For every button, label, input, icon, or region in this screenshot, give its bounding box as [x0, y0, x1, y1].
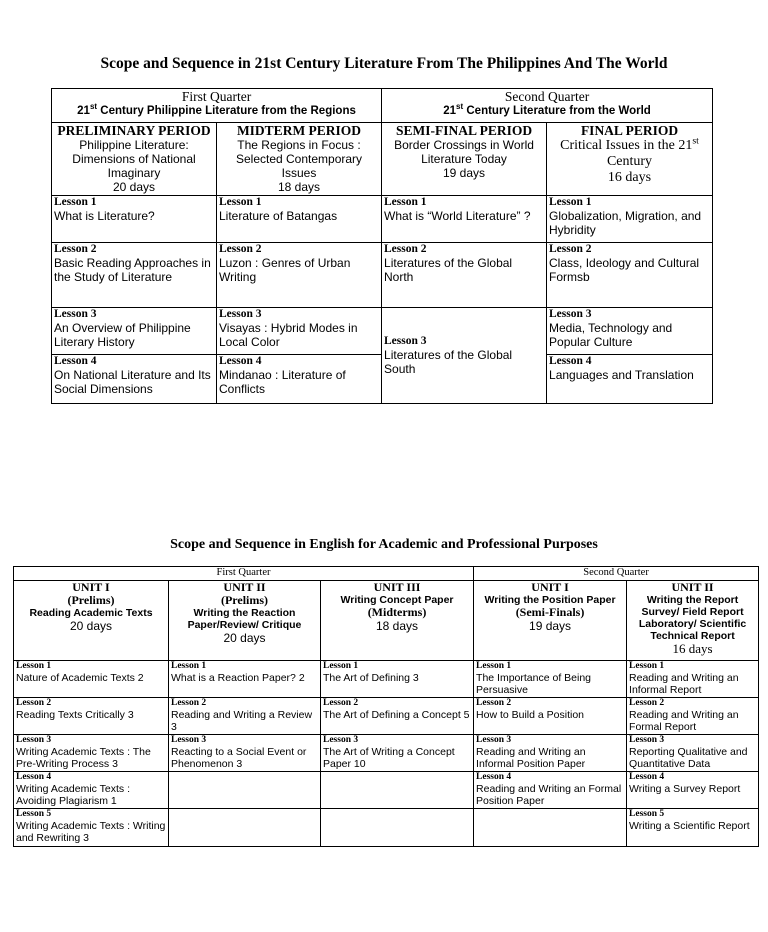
lesson-title: Basic Reading Approaches in the Study of Literature [54, 256, 211, 284]
lesson-number: Lesson 1 [323, 661, 359, 671]
period-header-row [52, 123, 713, 196]
lesson-cell [217, 196, 382, 243]
period-description: Philippine Literature: Dimensions of National Imaginary [72, 138, 196, 180]
first-quarter-header: First Quarter [14, 567, 474, 581]
unit-header [474, 581, 627, 661]
quarter-subtitle-pre: 21 [77, 105, 90, 117]
lesson-title: How to Build a Position [476, 709, 585, 721]
lesson-title: Globalization, Migration, and Hybridity [549, 209, 702, 237]
quarter-subtitle-sup: st [456, 102, 464, 112]
period-description: The Regions in Focus : Selected Contemporary Issues [235, 138, 363, 180]
lesson-number: Lesson 3 [549, 308, 592, 320]
lesson-number: Lesson 2 [171, 698, 207, 708]
second-quarter-header [382, 89, 713, 123]
lesson-number: Lesson 1 [16, 661, 52, 671]
lesson-cell [52, 355, 217, 404]
quarter-subtitle [54, 104, 379, 118]
lesson-number: Lesson 4 [54, 355, 97, 367]
quarter-subtitle-pre: 21 [443, 105, 457, 117]
lesson-cell [382, 243, 547, 308]
lesson-number: Lesson 3 [323, 735, 359, 745]
lesson-cell [627, 735, 759, 772]
period-days: 18 days [277, 180, 321, 194]
lesson-title: Writing Academic Texts : The Pre-Writing Process 3 [16, 746, 151, 770]
lesson-title: An Overview of Philippine Literary History [54, 321, 191, 349]
lesson-title: Visayas : Hybrid Modes in Local Color [219, 321, 358, 349]
lesson-row-5 [14, 809, 759, 847]
lesson-title: Mindanao : Literature of Conflicts [219, 368, 346, 396]
lesson-title: The Art of Defining a Concept 5 [323, 709, 470, 721]
lesson-number: Lesson 1 [171, 661, 207, 671]
lesson-number: Lesson 2 [629, 698, 665, 708]
lesson-number: Lesson 2 [323, 698, 359, 708]
lesson-cell [169, 735, 321, 772]
lesson-cell [547, 243, 713, 308]
first-quarter-header [52, 89, 382, 123]
english-scope-table [13, 566, 759, 847]
lesson-cell-empty [169, 809, 321, 847]
lesson-cell [382, 196, 547, 243]
lesson-row-4 [14, 772, 759, 809]
lesson-cell [14, 661, 169, 698]
unit-name: UNIT II [671, 580, 714, 594]
lesson-title: Reading and Writing an Informal Report [629, 672, 739, 696]
unit-name: UNIT I [531, 580, 569, 594]
lesson-cell [382, 308, 547, 404]
lesson-title: Nature of Academic Texts 2 [16, 672, 144, 684]
lesson-number: Lesson 1 [384, 196, 427, 208]
lesson-title: Reading Texts Critically 3 [16, 709, 134, 721]
lesson-cell [627, 809, 759, 847]
lesson-cell [217, 243, 382, 308]
lesson-number: Lesson 2 [16, 698, 52, 708]
lesson-cell [52, 196, 217, 243]
period-description-sup: st [692, 135, 699, 147]
unit-period: (Semi-Finals) [515, 605, 585, 619]
lesson-number: Lesson 1 [476, 661, 512, 671]
quarter-name: First Quarter [181, 89, 252, 104]
lesson-number: Lesson 2 [549, 243, 592, 255]
lesson-number: Lesson 2 [384, 243, 427, 255]
lesson-title: Writing a Scientific Report [629, 820, 750, 832]
lesson-cell-empty [321, 772, 474, 809]
english-doc-title: Scope and Sequence in English for Academic and Professional Purposes [170, 537, 598, 552]
period-name: SEMI-FINAL PERIOD [395, 123, 533, 138]
lesson-title: The Art of Defining 3 [323, 672, 419, 684]
lesson-title: Reading and Writing a Review 3 [171, 709, 313, 733]
lesson-number: Lesson 4 [16, 772, 52, 782]
lesson-cell [547, 308, 713, 355]
unit-period: (Prelims) [67, 593, 115, 607]
period-days: 19 days [443, 166, 486, 180]
unit-days: 20 days [69, 619, 113, 633]
lesson-title: On National Literature and Its Social Dimensions [54, 368, 211, 396]
literature-doc-title: Scope and Sequence in 21st Century Literature From The Philippines And The World [100, 55, 668, 72]
lesson-number: Lesson 1 [219, 196, 262, 208]
unit-name: UNIT I [72, 580, 110, 594]
lesson-cell-empty [474, 809, 627, 847]
lesson-title: Reacting to a Social Event or Phenomenon 3 [171, 746, 307, 770]
second-quarter-header: Second Quarter [474, 567, 759, 581]
lesson-title: What is a Reaction Paper? 2 [171, 672, 305, 684]
unit-title: Reading Academic Texts [29, 607, 153, 619]
unit-period: (Midterms) [367, 605, 427, 619]
lesson-number: Lesson 2 [476, 698, 512, 708]
lesson-number: Lesson 4 [629, 772, 665, 782]
unit-header [321, 581, 474, 661]
lesson-number: Lesson 1 [549, 196, 592, 208]
lesson-cell [14, 735, 169, 772]
unit-title: Writing Concept Paper [340, 594, 454, 606]
period-description-pre: Critical Issues in the 21 [560, 138, 693, 153]
lesson-title: Writing a Survey Report [629, 783, 741, 795]
lesson-row-2 [14, 698, 759, 735]
lesson-cell [547, 355, 713, 404]
quarter-subtitle-post: Century Literature from the World [463, 105, 651, 117]
lesson-cell [52, 243, 217, 308]
lesson-row-3 [14, 735, 759, 772]
lesson-title: What is Literature? [54, 209, 155, 223]
lesson-cell [474, 772, 627, 809]
lesson-number: Lesson 3 [476, 735, 512, 745]
lesson-title: Reading and Writing an Informal Position Paper [476, 746, 586, 770]
lesson-cell [321, 698, 474, 735]
lesson-number: Lesson 3 [16, 735, 52, 745]
lesson-number: Lesson 2 [219, 243, 262, 255]
lesson-number: Lesson 1 [54, 196, 97, 208]
period-midterm [217, 123, 382, 196]
lesson-row-3 [52, 308, 713, 355]
lesson-number: Lesson 1 [629, 661, 665, 671]
quarter-name: Second Quarter [504, 89, 590, 104]
lesson-number: Lesson 3 [384, 335, 427, 347]
lesson-cell [217, 355, 382, 404]
unit-header [14, 581, 169, 661]
lesson-cell [14, 772, 169, 809]
lesson-cell [321, 661, 474, 698]
lesson-cell [321, 735, 474, 772]
period-description [549, 135, 710, 170]
lesson-title: Reading and Writing an Formal Position Paper [476, 783, 622, 807]
lesson-number: Lesson 4 [219, 355, 262, 367]
quarter-header-row [14, 567, 759, 581]
literature-scope-table [51, 88, 713, 404]
lesson-number: Lesson 2 [54, 243, 97, 255]
lesson-cell [169, 661, 321, 698]
period-days: 16 days [607, 170, 652, 185]
lesson-cell [474, 661, 627, 698]
unit-title: Writing the Report Survey/ Field Report Laboratory/ Scientific Technical Report [638, 594, 747, 642]
unit-name: UNIT II [223, 580, 266, 594]
unit-name: UNIT III [373, 580, 421, 594]
lesson-title: Literature of Batangas [219, 209, 338, 223]
lesson-title: What is “World Literature” ? [384, 209, 531, 223]
lesson-row-2 [52, 243, 713, 308]
period-name: FINAL PERIOD [580, 123, 679, 138]
lesson-title: Class, Ideology and Cultural Formsb [549, 256, 700, 284]
period-preliminary [52, 123, 217, 196]
unit-days: 20 days [223, 631, 266, 645]
unit-header [627, 581, 759, 661]
lesson-cell [627, 698, 759, 735]
lesson-cell [474, 698, 627, 735]
lesson-number: Lesson 3 [629, 735, 665, 745]
period-days: 20 days [112, 180, 156, 194]
lesson-title: Languages and Translation [549, 368, 694, 382]
lesson-cell [14, 809, 169, 847]
period-name: PRELIMINARY PERIOD [57, 123, 211, 138]
period-final [547, 123, 713, 196]
unit-title: Writing the Reaction Paper/Review/ Critique [187, 607, 302, 631]
quarter-subtitle-sup: st [89, 102, 98, 112]
lesson-cell [547, 196, 713, 243]
lesson-cell [474, 735, 627, 772]
unit-period: (Prelims) [220, 593, 269, 607]
lesson-number: Lesson 5 [629, 809, 665, 819]
period-name: MIDTERM PERIOD [236, 123, 362, 138]
unit-header [169, 581, 321, 661]
lesson-title: Writing Academic Texts : Avoiding Plagiarism 1 [16, 783, 130, 807]
lesson-row-1 [52, 196, 713, 243]
unit-days: 19 days [529, 619, 572, 633]
lesson-number: Lesson 5 [16, 809, 52, 819]
lesson-number: Lesson 4 [549, 355, 592, 367]
period-semi-final [382, 123, 547, 196]
unit-title: Writing the Position Paper [484, 594, 616, 606]
lesson-title: Media, Technology and Popular Culture [549, 321, 673, 349]
lesson-title: Luzon : Genres of Urban Writing [219, 256, 351, 284]
lesson-title: Writing Academic Texts : Writing and Rewriting 3 [16, 820, 166, 844]
lesson-title: Reading and Writing an Formal Report [629, 709, 739, 733]
lesson-cell [14, 698, 169, 735]
lesson-number: Lesson 3 [219, 308, 262, 320]
lesson-title: The Importance of Being Persuasive [476, 672, 592, 696]
period-description-post: Century [606, 154, 653, 169]
unit-header-row [14, 581, 759, 661]
quarter-subtitle [384, 104, 710, 118]
lesson-title: Reporting Qualitative and Quantitative Data [629, 746, 748, 770]
lesson-cell [52, 308, 217, 355]
lesson-row-1 [14, 661, 759, 698]
quarter-header-row [52, 89, 713, 123]
lesson-cell [627, 772, 759, 809]
lesson-title: Literatures of the Global North [384, 256, 513, 284]
lesson-cell [627, 661, 759, 698]
period-description: Border Crossings in World Literature Today [394, 138, 534, 166]
lesson-cell [169, 698, 321, 735]
lesson-title: Literatures of the Global South [384, 348, 513, 376]
lesson-cell-empty [169, 772, 321, 809]
lesson-number: Lesson 3 [171, 735, 207, 745]
lesson-title: The Art of Writing a Concept Paper 10 [323, 746, 455, 770]
lesson-number: Lesson 3 [54, 308, 97, 320]
lesson-cell-empty [321, 809, 474, 847]
unit-days: 18 days [376, 619, 419, 633]
lesson-number: Lesson 4 [476, 772, 512, 782]
unit-days: 16 days [672, 641, 713, 656]
lesson-cell [217, 308, 382, 355]
quarter-subtitle-post: Century Philippine Literature from the Regions [97, 105, 356, 117]
